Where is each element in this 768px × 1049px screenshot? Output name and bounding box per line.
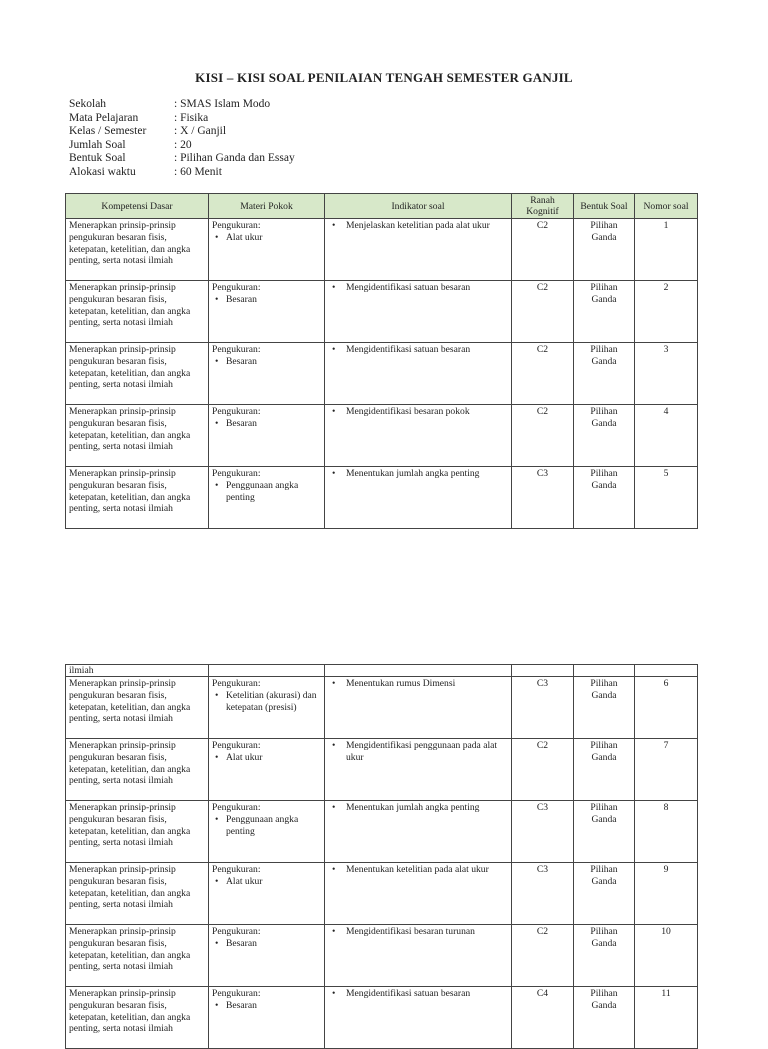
materi-text: Alat ukur	[226, 751, 263, 763]
indikator-item	[328, 406, 508, 418]
materi-label: Pengukuran:	[212, 988, 261, 999]
bullet-icon: •	[215, 813, 219, 825]
kd-cell: Menerapkan prinsip-prinsip pengukuran besaran fisis, ketepatan, ketelitian, dan angka penting, serta notasi ilmiah	[66, 801, 209, 863]
indikator-cell	[325, 863, 512, 925]
kd-cell: Menerapkan prinsip-prinsip pengukuran besaran fisis, ketepatan, ketelitian, dan angka penting, serta notasi ilmiah	[66, 467, 209, 529]
materi-label: Pengukuran:	[212, 406, 261, 417]
ranah-cell: C2	[512, 739, 574, 801]
materi-item	[212, 876, 321, 888]
indikator-cell	[325, 801, 512, 863]
indikator-cell	[325, 343, 512, 405]
bullet-icon: •	[332, 406, 336, 417]
indikator-cell	[325, 677, 512, 739]
indikator-text: Menentukan jumlah angka penting	[346, 468, 480, 479]
bullet-icon: •	[215, 937, 219, 949]
materi-item	[212, 418, 321, 430]
header-ranah-kognitif: Ranah Kognitif	[512, 194, 574, 219]
materi-item	[212, 480, 321, 504]
header-nomor-soal: Nomor soal	[635, 194, 698, 219]
header-bentuk-soal: Bentuk Soal	[574, 194, 635, 219]
indikator-text: Mengidentifikasi besaran turunan	[346, 926, 475, 937]
bentuk-cell: Pilihan Ganda	[574, 343, 635, 405]
table-header-row	[66, 194, 698, 219]
nomor-cell: 8	[635, 801, 698, 863]
bentuk-cell: Pilihan Ganda	[574, 987, 635, 1049]
ranah-cell: C3	[512, 677, 574, 739]
kd-cell: Menerapkan prinsip-prinsip pengukuran besaran fisis, ketepatan, ketelitian, dan angka penting, serta notasi ilmiah	[66, 987, 209, 1049]
materi-item	[212, 294, 321, 306]
bentuk-cell: Pilihan Ganda	[574, 405, 635, 467]
bullet-icon: •	[215, 479, 219, 491]
bentuk-cell: Pilihan Ganda	[574, 219, 635, 281]
meta-row-alokasi	[69, 166, 295, 180]
materi-text: Besaran	[226, 355, 257, 367]
indikator-item	[328, 802, 508, 814]
meta-key: Alokasi waktu	[69, 165, 136, 178]
meta-value: : 60 Menit	[174, 165, 222, 178]
table-body	[66, 665, 698, 1049]
header-materi-pokok: Materi Pokok	[209, 194, 325, 219]
materi-cell	[209, 677, 325, 739]
continuation-row	[66, 665, 698, 677]
materi-label: Pengukuran:	[212, 802, 261, 813]
indikator-item	[328, 282, 508, 294]
meta-value: : Pilihan Ganda dan Essay	[174, 152, 295, 164]
indikator-item	[328, 344, 508, 356]
bullet-icon: •	[215, 417, 219, 429]
empty-cell	[325, 665, 512, 677]
table-row	[66, 405, 698, 467]
materi-text: Besaran	[226, 417, 257, 429]
ranah-cell: C3	[512, 801, 574, 863]
table-row	[66, 677, 698, 739]
bentuk-cell: Pilihan Ganda	[574, 467, 635, 529]
empty-cell	[512, 665, 574, 677]
indikator-text: Mengidentifikasi satuan besaran	[346, 344, 471, 355]
kd-cell: Menerapkan prinsip-prinsip pengukuran besaran fisis, ketepatan, ketelitian, dan angka penting, serta notasi ilmiah	[66, 925, 209, 987]
bullet-icon: •	[215, 689, 219, 701]
table-row	[66, 281, 698, 343]
meta-row-sekolah	[69, 98, 295, 112]
bullet-icon: •	[215, 875, 219, 887]
empty-cell	[635, 665, 698, 677]
bullet-icon: •	[215, 999, 219, 1011]
bentuk-cell: Pilihan Ganda	[574, 925, 635, 987]
indikator-text: Menentukan ketelitian pada alat ukur	[346, 864, 489, 875]
bullet-icon: •	[332, 220, 336, 231]
bullet-icon: •	[332, 926, 336, 937]
nomor-cell: 10	[635, 925, 698, 987]
materi-label: Pengukuran:	[212, 468, 261, 479]
document-meta	[69, 98, 295, 179]
kd-cell: Menerapkan prinsip-prinsip pengukuran besaran fisis, ketepatan, ketelitian, dan angka penting, serta notasi ilmiah	[66, 343, 209, 405]
nomor-cell: 5	[635, 467, 698, 529]
nomor-cell: 7	[635, 739, 698, 801]
materi-cell	[209, 863, 325, 925]
materi-text: Penggunaan angka penting	[226, 813, 299, 837]
materi-text: Besaran	[226, 937, 257, 949]
materi-cell	[209, 739, 325, 801]
materi-text: Alat ukur	[226, 231, 263, 243]
materi-text: Ketelitian (akurasi) dan ketepatan (presisi)	[226, 689, 317, 713]
table-row	[66, 801, 698, 863]
meta-value: : SMAS Islam Modo	[174, 98, 271, 110]
bullet-icon: •	[332, 344, 336, 355]
meta-key: Bentuk Soal	[69, 152, 126, 164]
meta-row-mapel	[69, 112, 295, 126]
meta-value: : X / Ganjil	[174, 125, 227, 137]
kd-continuation: ilmiah	[66, 665, 209, 677]
meta-key: Kelas / Semester	[69, 125, 147, 137]
indikator-text: Menjelaskan ketelitian pada alat ukur	[346, 220, 490, 231]
bullet-icon: •	[332, 282, 336, 293]
materi-text: Alat ukur	[226, 875, 263, 887]
materi-text: Besaran	[226, 293, 257, 305]
materi-label: Pengukuran:	[212, 864, 261, 875]
meta-row-kelas	[69, 125, 295, 139]
indikator-item	[328, 864, 508, 876]
materi-label: Pengukuran:	[212, 926, 261, 937]
indikator-text: Mengidentifikasi satuan besaran	[346, 988, 471, 999]
indikator-cell	[325, 925, 512, 987]
indikator-text: Mengidentifikasi besaran pokok	[346, 406, 470, 417]
materi-cell	[209, 801, 325, 863]
materi-item	[212, 1000, 321, 1012]
indikator-item	[328, 468, 508, 480]
kd-cell: Menerapkan prinsip-prinsip pengukuran besaran fisis, ketepatan, ketelitian, dan angka penting, serta notasi ilmiah	[66, 677, 209, 739]
indikator-item	[328, 926, 508, 938]
materi-item	[212, 814, 321, 838]
materi-label: Pengukuran:	[212, 344, 261, 355]
materi-cell	[209, 987, 325, 1049]
indikator-cell	[325, 739, 512, 801]
table-row	[66, 863, 698, 925]
bentuk-cell: Pilihan Ganda	[574, 677, 635, 739]
indikator-text: Mengidentifikasi satuan besaran	[346, 282, 471, 293]
bullet-icon: •	[332, 678, 336, 689]
bullet-icon: •	[332, 802, 336, 813]
bentuk-cell: Pilihan Ganda	[574, 281, 635, 343]
ranah-cell: C3	[512, 863, 574, 925]
materi-cell	[209, 219, 325, 281]
indikator-cell	[325, 467, 512, 529]
meta-row-jumlah	[69, 139, 295, 153]
table-row	[66, 987, 698, 1049]
kisi-table-page-1	[65, 193, 698, 529]
materi-item	[212, 356, 321, 368]
bullet-icon: •	[332, 740, 336, 751]
materi-cell	[209, 467, 325, 529]
indikator-item	[328, 988, 508, 1000]
kisi-table-page-2	[65, 664, 698, 1049]
materi-label: Pengukuran:	[212, 740, 261, 751]
meta-key: Jumlah Soal	[69, 138, 126, 151]
indikator-text: Mengidentifikasi penggunaan pada alat ukur	[346, 740, 498, 763]
nomor-cell: 3	[635, 343, 698, 405]
empty-cell	[574, 665, 635, 677]
kd-cell: Menerapkan prinsip-prinsip pengukuran besaran fisis, ketepatan, ketelitian, dan angka penting, serta notasi ilmiah	[66, 863, 209, 925]
nomor-cell: 6	[635, 677, 698, 739]
bentuk-cell: Pilihan Ganda	[574, 801, 635, 863]
indikator-cell	[325, 219, 512, 281]
nomor-cell: 11	[635, 987, 698, 1049]
indikator-item	[328, 678, 508, 690]
ranah-cell: C2	[512, 405, 574, 467]
meta-value: : 20	[174, 138, 192, 151]
materi-cell	[209, 405, 325, 467]
indikator-text: Menentukan rumus Dimensi	[346, 678, 456, 689]
kd-cell: Menerapkan prinsip-prinsip pengukuran besaran fisis, ketepatan, ketelitian, dan angka penting, serta notasi ilmiah	[66, 405, 209, 467]
indikator-cell	[325, 405, 512, 467]
table-row	[66, 739, 698, 801]
meta-key: Sekolah	[69, 98, 107, 110]
bullet-icon: •	[332, 468, 336, 479]
ranah-cell: C2	[512, 343, 574, 405]
header-indikator-soal: Indikator soal	[325, 194, 512, 219]
table-row	[66, 467, 698, 529]
materi-label: Pengukuran:	[212, 282, 261, 293]
indikator-cell	[325, 281, 512, 343]
bullet-icon: •	[332, 988, 336, 999]
meta-value: : Fisika	[174, 111, 209, 124]
indikator-item	[328, 220, 508, 232]
document-title: KISI – KISI SOAL PENILAIAN TENGAH SEMESTER GANJIL	[195, 70, 573, 85]
materi-text: Besaran	[226, 999, 257, 1011]
meta-row-bentuk	[69, 152, 295, 166]
nomor-cell: 1	[635, 219, 698, 281]
bullet-icon: •	[215, 231, 219, 243]
bullet-icon: •	[215, 293, 219, 305]
table-body	[66, 219, 698, 529]
materi-item	[212, 232, 321, 244]
table-row	[66, 343, 698, 405]
meta-key: Mata Pelajaran	[69, 111, 139, 124]
nomor-cell: 4	[635, 405, 698, 467]
materi-label: Pengukuran:	[212, 678, 261, 689]
kd-cell: Menerapkan prinsip-prinsip pengukuran besaran fisis, ketepatan, ketelitian, dan angka penting, serta notasi ilmiah	[66, 739, 209, 801]
ranah-cell: C3	[512, 467, 574, 529]
nomor-cell: 9	[635, 863, 698, 925]
bullet-icon: •	[215, 355, 219, 367]
materi-cell	[209, 281, 325, 343]
kd-cell: Menerapkan prinsip-prinsip pengukuran besaran fisis, ketepatan, ketelitian, dan angka penting, serta notasi ilmiah	[66, 281, 209, 343]
materi-item	[212, 752, 321, 764]
materi-cell	[209, 925, 325, 987]
materi-cell	[209, 343, 325, 405]
indikator-cell	[325, 987, 512, 1049]
ranah-cell: C2	[512, 281, 574, 343]
indikator-text: Menentukan jumlah angka penting	[346, 802, 480, 813]
ranah-cell: C2	[512, 925, 574, 987]
table-row	[66, 925, 698, 987]
nomor-cell: 2	[635, 281, 698, 343]
header-kompetensi-dasar: Kompetensi Dasar	[66, 194, 209, 219]
bullet-icon: •	[215, 751, 219, 763]
kd-cell: Menerapkan prinsip-prinsip pengukuran besaran fisis, ketepatan, ketelitian, dan angka penting, serta notasi ilmiah	[66, 219, 209, 281]
materi-label: Pengukuran:	[212, 220, 261, 231]
indikator-item	[328, 740, 508, 764]
bentuk-cell: Pilihan Ganda	[574, 739, 635, 801]
table-row	[66, 219, 698, 281]
bentuk-cell: Pilihan Ganda	[574, 863, 635, 925]
empty-cell	[209, 665, 325, 677]
materi-item	[212, 690, 321, 714]
materi-item	[212, 938, 321, 950]
materi-text: Penggunaan angka penting	[226, 479, 299, 503]
bullet-icon: •	[332, 864, 336, 875]
ranah-cell: C4	[512, 987, 574, 1049]
ranah-cell: C2	[512, 219, 574, 281]
